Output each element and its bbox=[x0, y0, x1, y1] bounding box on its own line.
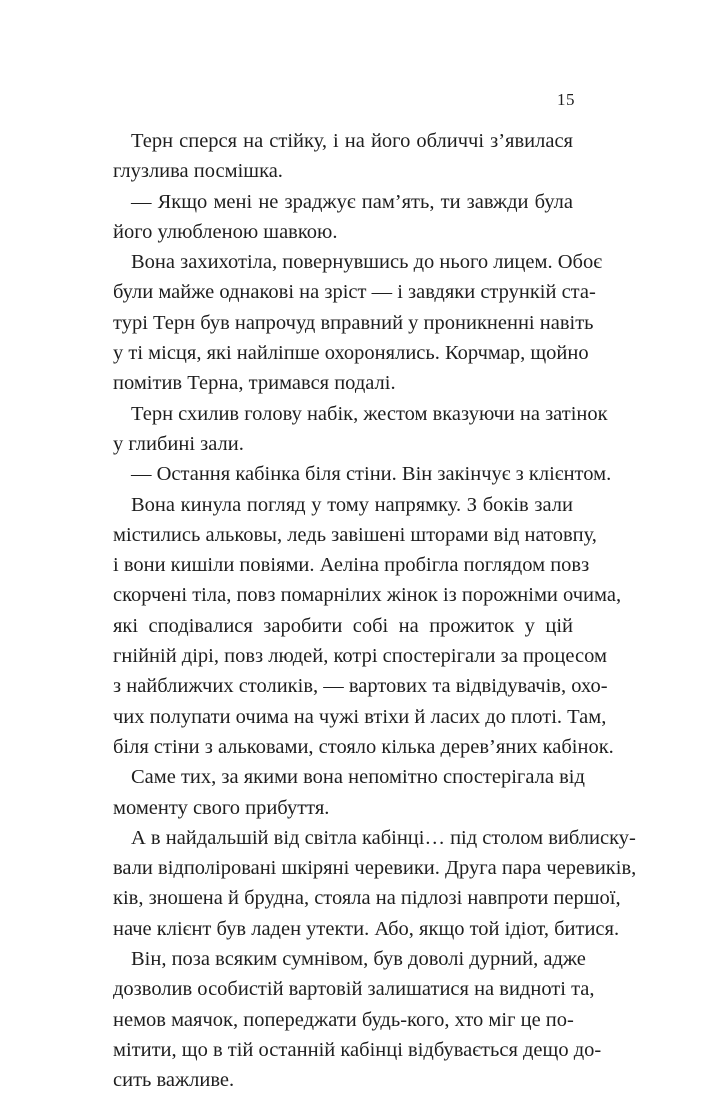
text-line: Вона кинула погляд у тому напрямку. З боків зали bbox=[131, 493, 573, 516]
text-line: сить важливе. bbox=[113, 1069, 235, 1092]
text-line: А в найдальшій від світла кабінці… під столом виблиску- bbox=[131, 826, 636, 849]
text-line: чих полупати очима на чужі втіхи й ласих до плоті. Там, bbox=[113, 705, 607, 728]
text-line: — Якщо мені не зраджує пам’ять, ти завжди була bbox=[131, 190, 573, 213]
text-line: глузлива посмішка. bbox=[113, 160, 283, 183]
text-line: Терн сперся на стійку, і на його обличчі з’явилася bbox=[131, 130, 573, 152]
text-line: Терн схилив голову набік, жестом вказуючи на затінок bbox=[131, 402, 608, 425]
text-line: моменту свого прибуття. bbox=[113, 796, 330, 819]
text-line: біля стіни з альковами, стояло кілька дерев’яних кабінок. bbox=[113, 735, 614, 758]
text-line: турі Терн був напрочуд вправний у проникненні навіть bbox=[113, 311, 594, 334]
text-line: які сподівалися заробити собі на прожиток у цій bbox=[113, 614, 573, 637]
text-line: були майже однакові на зріст — і завдяки стрункій ста- bbox=[113, 281, 596, 304]
text-line: немов маячок, попереджати будь-кого, хто міг це по- bbox=[113, 1008, 574, 1031]
text-line: у ті місця, які найліпше охоронялись. Корчмар, щойно bbox=[113, 342, 589, 365]
page-number: 15 bbox=[557, 90, 575, 109]
text-line: помітив Терна, тримався подалі. bbox=[113, 372, 396, 395]
text-line: містились альковы, ледь завішені шторами від натовпу, bbox=[113, 523, 597, 546]
text-line: вали відполіровані шкіряні черевики. Друга пара черевиків, bbox=[113, 857, 637, 880]
text-line: дозволив особистій вартовій залишатися на видноті та, bbox=[113, 978, 595, 1001]
text-line: — Остання кабінка біля стіни. Він закінчує з клієнтом. bbox=[131, 463, 612, 486]
text-line: наче клієнт був ладен утекти. Або, якщо той ідіот, битися. bbox=[113, 917, 620, 940]
text-line: у глибині зали. bbox=[113, 432, 244, 455]
text-line: Вона захихотіла, повернувшись до нього лицем. Обоє bbox=[131, 251, 602, 274]
text-line: і вони кишіли повіями. Аеліна пробігла поглядом повз bbox=[113, 554, 590, 577]
body-text bbox=[113, 126, 637, 1096]
text-line: ків, зношена й брудна, стояла на підлозі навпроти першої, bbox=[113, 887, 621, 910]
text-line: гнійній дірі, повз людей, котрі спостерігали за процесом bbox=[113, 645, 607, 668]
text-line: його улюбленою шавкою. bbox=[113, 220, 338, 243]
text-line: Він, поза всяким сумнівом, був доволі дурний, адже bbox=[131, 948, 586, 971]
text-line: мітити, що в тій останній кабінці відбувається дещо до- bbox=[113, 1038, 602, 1061]
text-line: скорчені тіла, повз помарнілих жінок із порожніми очима, bbox=[113, 584, 622, 607]
text-line: з найближчих столиків, — вартових та відвідувачів, охо- bbox=[113, 675, 608, 698]
text-line: Саме тих, за якими вона непомітно спостерігала від bbox=[131, 766, 585, 789]
